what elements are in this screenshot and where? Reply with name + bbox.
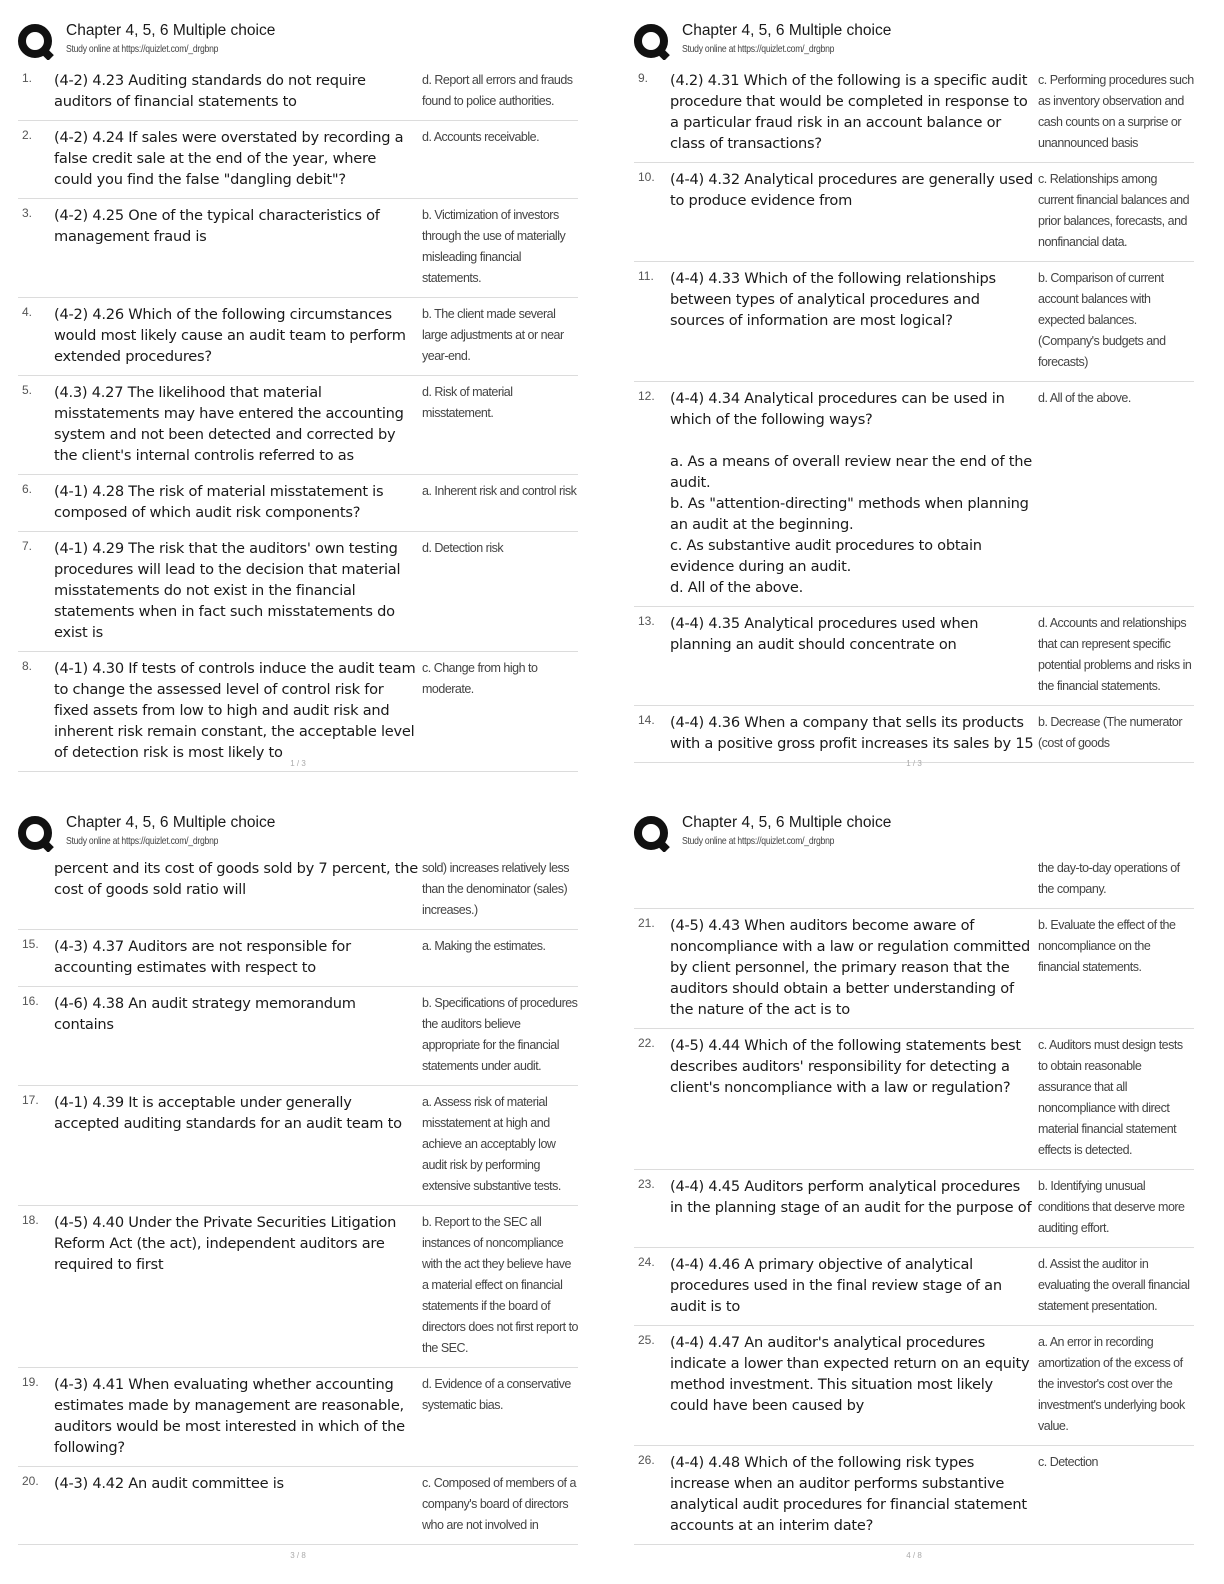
question-text: percent and its cost of goods sold by 7 percent, the cost of goods sold ratio will <box>54 860 423 898</box>
question-number: 26. <box>638 1453 655 1467</box>
question-row <box>18 652 578 772</box>
answer-text: d. Evidence of a conservative systematic bias. <box>422 1377 574 1412</box>
question-row <box>18 856 578 930</box>
page-header <box>18 812 596 858</box>
question-number: 4. <box>22 305 33 319</box>
question-text: (4-3) 4.42 An audit committee is <box>54 1475 284 1492</box>
question-number: 3. <box>22 206 33 220</box>
question-row <box>634 607 1194 706</box>
page-1 <box>18 20 596 780</box>
question-number: 15. <box>22 937 39 951</box>
page-header <box>634 20 1212 66</box>
answer-text: d. Accounts and relationships that can represent specific potential problems and risks in the financial statements. <box>1038 616 1195 693</box>
question-row <box>18 64 578 121</box>
header-title: Chapter 4, 5, 6 Multiple choice <box>66 814 276 831</box>
question-text: (4-2) 4.25 One of the typical characteristics of management fraud is <box>54 207 385 245</box>
question-number: 8. <box>22 659 33 673</box>
answer-text: a. An error in recording amortization of the excess of the investor's cost over the investment's underlying book value. <box>1038 1335 1188 1433</box>
question-text: (4.2) 4.31 Which of the following is a specific audit procedure that would be completed in response to a particular fraud risk in an account balance or class of transactions? <box>670 72 1032 152</box>
question-number: 6. <box>22 482 33 496</box>
question-text: (4-4) 4.45 Auditors perform analytical procedures in the planning stage of an audit for the purpose of <box>670 1178 1032 1216</box>
question-number: 24. <box>638 1255 655 1269</box>
question-row <box>18 376 578 475</box>
page-number: 1 / 3 <box>906 759 922 768</box>
question-row <box>634 262 1194 382</box>
question-number: 19. <box>22 1375 39 1389</box>
answer-text: b. Comparison of current account balances with expected balances. (Company's budgets and forecasts) <box>1038 271 1169 369</box>
answer-text: c. Relationships among current financial balances and prior balances, forecasts, and nonfinancial data. <box>1038 172 1193 249</box>
quizlet-logo-icon <box>18 816 54 852</box>
question-number: 5. <box>22 383 33 397</box>
answer-text: c. Change from high to moderate. <box>422 661 541 696</box>
page-number: 1 / 3 <box>290 759 306 768</box>
question-row <box>634 1446 1194 1545</box>
question-text: (4-4) 4.32 Analytical procedures are generally used to produce evidence from <box>670 171 1038 209</box>
page-number: 3 / 8 <box>290 1551 306 1560</box>
question-text: (4-2) 4.24 If sales were overstated by recording a false credit sale at the end of the year, where could you find the false "dangling debit"? <box>54 129 408 188</box>
question-number: 20. <box>22 1474 39 1488</box>
question-row <box>18 1467 578 1545</box>
question-number <box>18 858 54 921</box>
answer-text: the day-to-day operations of the company. <box>1038 861 1183 896</box>
quizlet-logo-icon <box>18 24 54 60</box>
question-row <box>18 1086 578 1206</box>
question-number: 12. <box>638 389 655 403</box>
quizlet-logo-icon <box>634 816 670 852</box>
answer-text: a. Making the estimates. <box>422 939 546 953</box>
question-row <box>18 199 578 298</box>
answer-text: d. Risk of material misstatement. <box>422 385 516 420</box>
answer-text: c. Performing procedures such as inventory observation and cash counts on a surprise or unannounced basis <box>1038 73 1197 150</box>
question-row <box>18 1206 581 1368</box>
question-text: (4-1) 4.28 The risk of material misstatement is composed of which audit risk components? <box>54 483 388 521</box>
question-number: 25. <box>638 1333 655 1347</box>
question-number: 7. <box>22 539 33 553</box>
question-list <box>634 856 1194 1545</box>
question-number: 17. <box>22 1093 39 1107</box>
question-number: 14. <box>638 713 655 727</box>
question-number: 10. <box>638 170 655 184</box>
page-header <box>18 20 596 66</box>
question-text: (4-4) 4.36 When a company that sells its products with a positive gross profit increases its sales by 15 <box>670 714 1034 752</box>
question-list <box>18 64 578 772</box>
page-3 <box>18 812 596 1572</box>
answer-text: c. Detection <box>1038 1455 1099 1469</box>
question-text: (4-4) 4.34 Analytical procedures can be used in which of the following ways? a. As a means of overall review near the end of the audit. b. As "attention-directing" methods when planning an audit at the beginning. c. As substantive audit procedures to obtain evidence during an audit. d. All of the above. <box>670 390 1032 596</box>
question-row <box>18 1368 578 1467</box>
answer-text: b. Specifications of procedures the auditors believe appropriate for the financial statements under audit. <box>422 996 581 1073</box>
question-text: (4-1) 4.39 It is acceptable under generally accepted auditing standards for an audit team to <box>54 1094 402 1132</box>
question-row <box>634 1029 1194 1170</box>
answer-text: b. Report to the SEC all instances of noncompliance with the act they believe have a material effect on financial statements if the board of directors does not first report to the SEC. <box>422 1215 581 1355</box>
question-number <box>634 858 670 900</box>
question-row <box>18 121 578 199</box>
answer-text: c. Auditors must design tests to obtain reasonable assurance that all noncompliance with direct material financial statement effects is detected. <box>1038 1038 1186 1157</box>
question-text: (4-4) 4.48 Which of the following risk types increase when an auditor performs substantive analytical audit procedures for financial statement accounts at an interim date? <box>670 1454 1032 1534</box>
page-number: 4 / 8 <box>906 1551 922 1560</box>
answer-text: a. Assess risk of material misstatement at high and achieve an acceptably low audit risk by performing extensive substantive tests. <box>422 1095 561 1193</box>
page-4 <box>634 812 1212 1572</box>
question-text: (4-4) 4.35 Analytical procedures used when planning an audit should concentrate on <box>670 615 983 653</box>
question-text: (4-1) 4.29 The risk that the auditors' own testing procedures will lead to the decision that material misstatements do not exist in the financial statements when in fact such misstatements do exist is <box>54 540 405 641</box>
question-number: 9. <box>638 71 649 85</box>
answer-text: d. Assist the auditor in evaluating the overall financial statement presentation. <box>1038 1257 1193 1313</box>
question-row <box>18 475 578 532</box>
question-number: 21. <box>638 916 655 930</box>
question-text: (4-2) 4.23 Auditing standards do not require auditors of financial statements to <box>54 72 371 110</box>
answer-text: b. The client made several large adjustments at or near year-end. <box>422 307 567 363</box>
header-subtitle-link[interactable]: Study online at https://quizlet.com/_drgbnp <box>682 43 835 55</box>
page-2 <box>634 20 1212 780</box>
question-row <box>18 987 581 1086</box>
page-header <box>634 812 1212 858</box>
answer-text: sold) increases relatively less than the denominator (sales) increases.) <box>422 861 573 917</box>
question-text: (4-4) 4.33 Which of the following relationships between types of analytical procedures and sources of information are most logical? <box>670 270 1001 329</box>
question-row <box>634 1248 1194 1326</box>
question-text: (4.3) 4.27 The likelihood that material misstatements may have entered the accounting system and not been detected and corrected by the client's internal controlis referred to as <box>54 384 409 464</box>
question-text: (4-2) 4.26 Which of the following circumstances would most likely cause an audit team to perform extended procedures? <box>54 306 411 365</box>
question-number: 23. <box>638 1177 655 1191</box>
answer-text: b. Decrease (The numerator (cost of goods <box>1038 715 1185 750</box>
question-text: (4-4) 4.47 An auditor's analytical procedures indicate a lower than expected return on an equity method investment. This situation most likely could have been caused by <box>670 1334 1034 1414</box>
question-text: (4-5) 4.44 Which of the following statements best describes auditors' responsibility for detecting a client's noncompliance with a law or regulation? <box>670 1037 1026 1096</box>
question-row <box>634 64 1197 163</box>
question-text: (4-4) 4.46 A primary objective of analytical procedures used in the final review stage of an audit is to <box>670 1256 1007 1315</box>
question-number: 1. <box>22 71 33 85</box>
question-text: (4-1) 4.30 If tests of controls induce the audit team to change the assessed level of control risk for fixed assets from low to high and audit risk and inherent risk remain constant, the acceptable level of detection risk is most likely to <box>54 660 420 761</box>
header-title: Chapter 4, 5, 6 Multiple choice <box>682 22 892 39</box>
question-row <box>18 298 578 376</box>
answer-text: d. Detection risk <box>422 541 504 555</box>
header-subtitle-link[interactable]: Study online at https://quizlet.com/_drgbnp <box>66 43 219 55</box>
question-text: (4-3) 4.37 Auditors are not responsible for accounting estimates with respect to <box>54 938 356 976</box>
answer-text: d. Report all errors and frauds found to police authorities. <box>422 73 576 108</box>
answer-text: a. Inherent risk and control risk <box>422 484 577 498</box>
answer-text: b. Identifying unusual conditions that deserve more auditing effort. <box>1038 1179 1188 1235</box>
question-row <box>18 930 578 987</box>
question-number: 16. <box>22 994 39 1008</box>
answer-text: d. Accounts receivable. <box>422 130 540 144</box>
question-row <box>634 856 1194 909</box>
answer-text: c. Composed of members of a company's board of directors who are not involved in <box>422 1476 579 1532</box>
question-number: 11. <box>638 269 654 283</box>
question-row <box>634 909 1194 1029</box>
question-row <box>634 1170 1194 1248</box>
question-text: (4-5) 4.40 Under the Private Securities Litigation Reform Act (the act), independent auditors are required to first <box>54 1214 401 1273</box>
answer-text: b. Victimization of investors through the use of materially misleading financial statements. <box>422 208 569 285</box>
question-list <box>18 856 581 1545</box>
question-list <box>634 64 1197 763</box>
header-subtitle-link[interactable]: Study online at https://quizlet.com/_drgbnp <box>66 835 219 847</box>
question-number: 13. <box>638 614 655 628</box>
question-row <box>18 532 578 652</box>
question-row <box>634 382 1194 607</box>
header-title: Chapter 4, 5, 6 Multiple choice <box>682 814 892 831</box>
question-text: (4-3) 4.41 When evaluating whether accounting estimates made by management are reasonable, auditors would be most interested in which of the following? <box>54 1376 410 1456</box>
question-text: (4-5) 4.43 When auditors become aware of noncompliance with a law or regulation committed by client personnel, the primary reason that the auditors should obtain a better understanding of the nature of the act is to <box>670 917 1035 1018</box>
question-number: 2. <box>22 128 33 142</box>
question-text <box>670 858 1034 900</box>
question-row <box>634 163 1194 262</box>
quizlet-logo-icon <box>634 24 670 60</box>
question-text: (4-6) 4.38 An audit strategy memorandum contains <box>54 995 361 1033</box>
question-number: 22. <box>638 1036 655 1050</box>
question-number: 18. <box>22 1213 39 1227</box>
answer-text: b. Evaluate the effect of the noncompliance on the financial statements. <box>1038 918 1179 974</box>
header-title: Chapter 4, 5, 6 Multiple choice <box>66 22 276 39</box>
answer-text: d. All of the above. <box>1038 391 1131 405</box>
header-subtitle-link[interactable]: Study online at https://quizlet.com/_drgbnp <box>682 835 835 847</box>
question-row <box>634 1326 1194 1446</box>
question-row <box>634 706 1194 763</box>
